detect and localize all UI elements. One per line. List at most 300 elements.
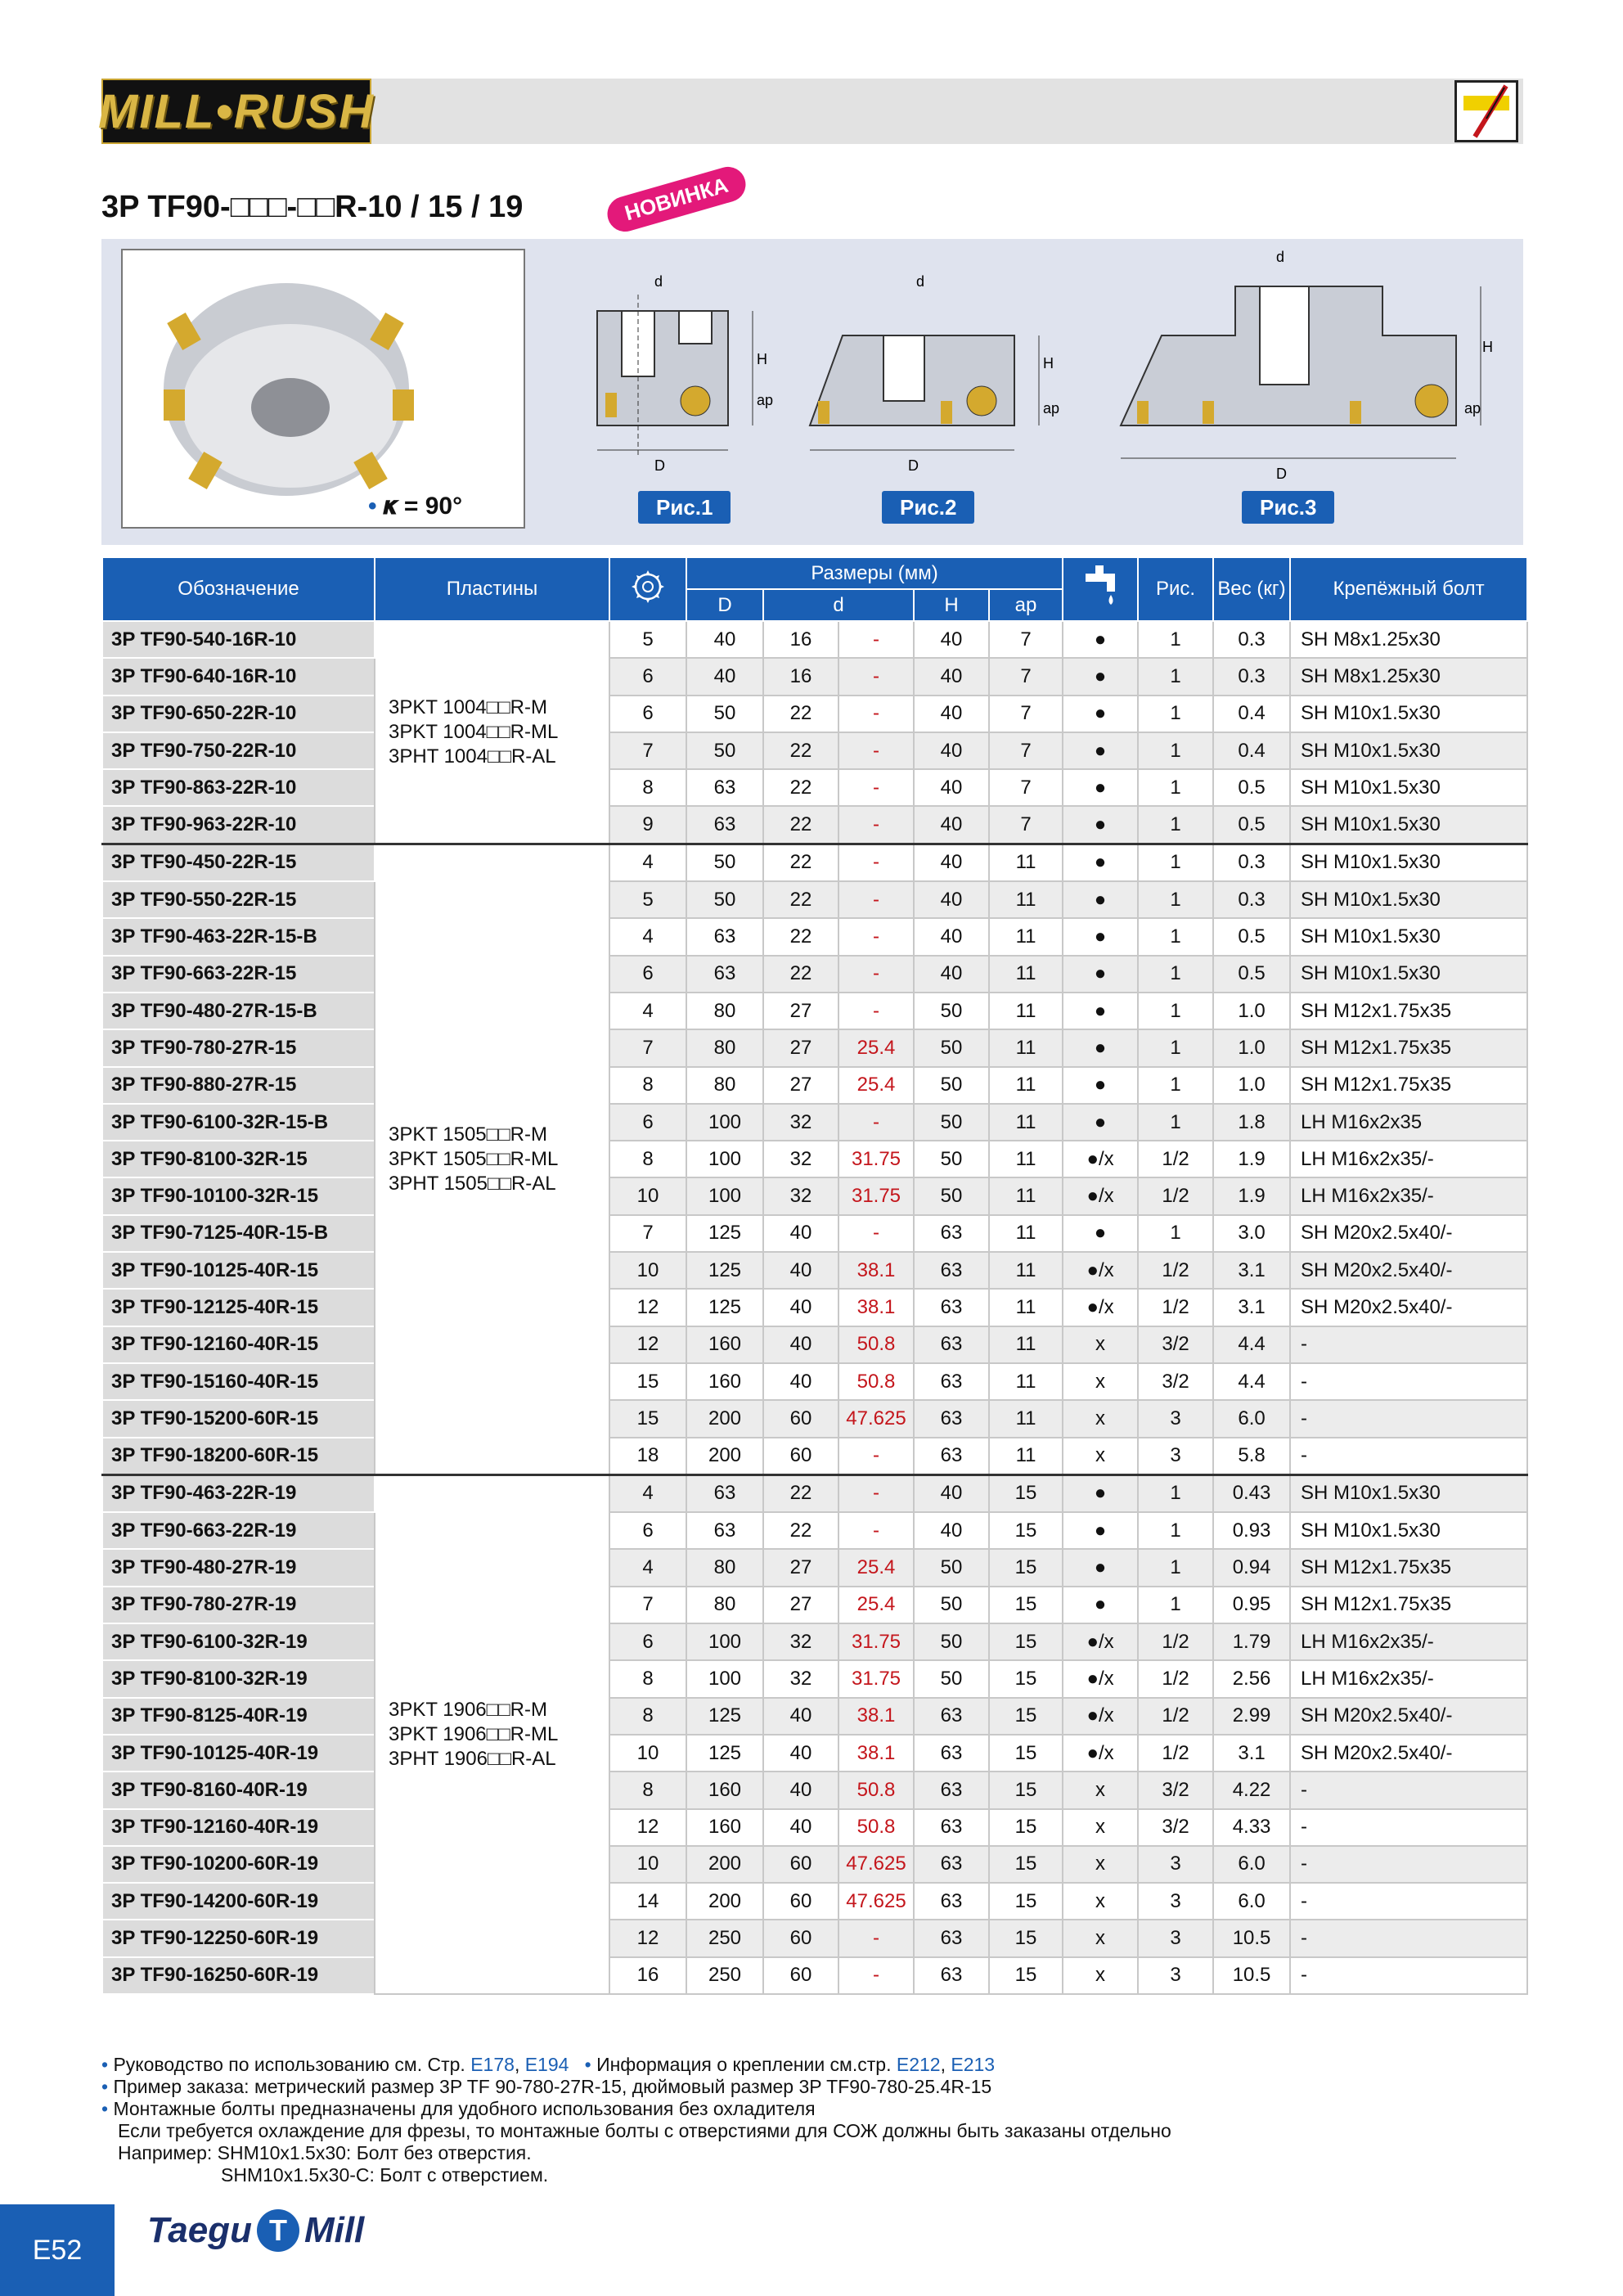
cell-coolant: x: [1063, 1438, 1138, 1475]
cell-D: 40: [686, 658, 763, 695]
cell-D: 160: [686, 1326, 763, 1363]
cell-H: 63: [914, 1252, 989, 1289]
cell-coolant: ●/x: [1063, 1141, 1138, 1177]
cell-d-inch: -: [838, 1438, 914, 1475]
insert-grade: 3PKT 1004□□R-M: [389, 696, 547, 718]
cell-H: 50: [914, 1141, 989, 1177]
cell-code: 3P TF90-863-22R-10: [102, 769, 375, 806]
drawing-fig2: [794, 262, 1072, 475]
cell-d: 40: [763, 1326, 838, 1363]
cell-D: 100: [686, 1104, 763, 1141]
cell-fig: 1: [1138, 881, 1213, 918]
cell-code: 3P TF90-8160-40R-19: [102, 1772, 375, 1808]
insert-grade: 3PKT 1004□□R-ML: [389, 720, 559, 743]
tool-logo-icon: [1454, 80, 1518, 142]
cell-weight: 4.22: [1213, 1772, 1290, 1808]
cell-ap: 15: [989, 1920, 1063, 1956]
table-row: [102, 1809, 1527, 1846]
cell-ap: 11: [989, 881, 1063, 918]
cell-D: 250: [686, 1920, 763, 1956]
cell-d-inch: -: [838, 1957, 914, 1994]
cell-fig: 1: [1138, 1549, 1213, 1586]
teeth-count-header: [609, 557, 686, 621]
cell-teeth: 10: [609, 1177, 686, 1214]
cell-D: 125: [686, 1289, 763, 1326]
cell-code: 3P TF90-15200-60R-15: [102, 1400, 375, 1437]
cell-coolant: x: [1063, 1326, 1138, 1363]
cell-ap: 15: [989, 1772, 1063, 1808]
cell-fig: 3/2: [1138, 1772, 1213, 1808]
header-d: d: [763, 589, 914, 621]
cell-inserts: [375, 621, 609, 844]
cell-ap: 11: [989, 1215, 1063, 1252]
cell-bolt: SH M20x2.5x40/-: [1290, 1215, 1527, 1252]
cell-H: 50: [914, 1623, 989, 1660]
link-e213[interactable]: E213: [951, 2054, 996, 2075]
cell-fig: 1: [1138, 1104, 1213, 1141]
cell-coolant: x: [1063, 1957, 1138, 1994]
table-row: [102, 1698, 1527, 1735]
cell-code: 3P TF90-640-16R-10: [102, 658, 375, 695]
header-weight: Вес (кг): [1213, 557, 1290, 621]
cell-bolt: SH M20x2.5x40/-: [1290, 1698, 1527, 1735]
cell-d-inch: 38.1: [838, 1698, 914, 1735]
cell-coolant: x: [1063, 1809, 1138, 1846]
cell-code: 3P TF90-12250-60R-19: [102, 1920, 375, 1956]
cell-code: 3P TF90-663-22R-15: [102, 956, 375, 993]
spec-table: [101, 556, 1528, 1995]
cell-code: 3P TF90-480-27R-19: [102, 1549, 375, 1586]
cell-teeth: 8: [609, 769, 686, 806]
cell-d-inch: 31.75: [838, 1141, 914, 1177]
cell-d-inch: 50.8: [838, 1363, 914, 1400]
cell-teeth: 8: [609, 1067, 686, 1104]
cell-d-inch: 38.1: [838, 1735, 914, 1772]
cell-weight: 1.0: [1213, 1067, 1290, 1104]
cell-H: 63: [914, 1289, 989, 1326]
cell-d-inch: 25.4: [838, 1549, 914, 1586]
cell-weight: 0.5: [1213, 918, 1290, 955]
table-row: [102, 1735, 1527, 1772]
cell-fig: 1: [1138, 918, 1213, 955]
cell-ap: 11: [989, 1141, 1063, 1177]
cell-coolant: ●: [1063, 844, 1138, 881]
cell-fig: 1: [1138, 696, 1213, 732]
cell-D: 63: [686, 1512, 763, 1549]
cell-teeth: 7: [609, 1029, 686, 1066]
cell-coolant: ●: [1063, 732, 1138, 769]
cell-bolt: SH M12x1.75x35: [1290, 1587, 1527, 1623]
table-row: [102, 1438, 1527, 1475]
cell-code: 3P TF90-7125-40R-15-B: [102, 1215, 375, 1252]
cell-d: 32: [763, 1660, 838, 1697]
dim-d-label: d: [654, 273, 663, 290]
kappa-angle-label: • 𝜿 = 90°: [368, 493, 463, 520]
cell-ap: 11: [989, 993, 1063, 1029]
cell-teeth: 12: [609, 1326, 686, 1363]
cell-teeth: 8: [609, 1141, 686, 1177]
cell-teeth: 4: [609, 918, 686, 955]
cell-d: 60: [763, 1438, 838, 1475]
cell-H: 63: [914, 1920, 989, 1956]
insert-grade: 3PKT 1906□□R-M: [389, 1698, 547, 1721]
cell-ap: 11: [989, 1400, 1063, 1437]
cell-bolt: -: [1290, 1957, 1527, 1994]
cell-fig: 1/2: [1138, 1289, 1213, 1326]
cell-D: 50: [686, 696, 763, 732]
cell-d: 27: [763, 1029, 838, 1066]
cell-ap: 11: [989, 1067, 1063, 1104]
cell-D: 160: [686, 1772, 763, 1808]
cell-coolant: x: [1063, 1400, 1138, 1437]
cell-code: 3P TF90-963-22R-10: [102, 806, 375, 844]
cell-coolant: ●: [1063, 1587, 1138, 1623]
cell-code: 3P TF90-10125-40R-15: [102, 1252, 375, 1289]
cell-code: 3P TF90-463-22R-15-B: [102, 918, 375, 955]
table-row: [102, 1400, 1527, 1437]
cell-coolant: ●/x: [1063, 1252, 1138, 1289]
cell-H: 63: [914, 1772, 989, 1808]
cell-bolt: -: [1290, 1772, 1527, 1808]
cell-weight: 0.43: [1213, 1474, 1290, 1512]
spec-table-body: [102, 621, 1527, 1994]
cell-H: 63: [914, 1735, 989, 1772]
cell-coolant: ●: [1063, 993, 1138, 1029]
cell-coolant: ●: [1063, 1067, 1138, 1104]
cell-fig: 1/2: [1138, 1177, 1213, 1214]
table-row: [102, 1623, 1527, 1660]
cell-H: 40: [914, 1474, 989, 1512]
table-row: [102, 1029, 1527, 1066]
cell-ap: 15: [989, 1512, 1063, 1549]
cell-H: 63: [914, 1363, 989, 1400]
cell-coolant: x: [1063, 1846, 1138, 1883]
notes-block: [101, 2054, 1171, 2186]
cell-bolt: SH M10x1.5x30: [1290, 956, 1527, 993]
cell-code: 3P TF90-10100-32R-15: [102, 1177, 375, 1214]
link-e178[interactable]: E178: [470, 2054, 515, 2075]
cell-D: 125: [686, 1252, 763, 1289]
header-fig: Рис.: [1138, 557, 1213, 621]
drawing-fig3: [1113, 245, 1497, 483]
cell-bolt: SH M10x1.5x30: [1290, 1474, 1527, 1512]
cell-coolant: ●: [1063, 1512, 1138, 1549]
cell-d-inch: -: [838, 918, 914, 955]
cell-fig: 1/2: [1138, 1141, 1213, 1177]
cell-teeth: 10: [609, 1252, 686, 1289]
cell-teeth: 6: [609, 956, 686, 993]
cell-bolt: -: [1290, 1438, 1527, 1475]
cell-d-inch: -: [838, 769, 914, 806]
cell-d: 27: [763, 1587, 838, 1623]
cell-H: 50: [914, 1177, 989, 1214]
cell-teeth: 15: [609, 1363, 686, 1400]
cell-d: 27: [763, 1067, 838, 1104]
cell-d-inch: 31.75: [838, 1177, 914, 1214]
coolant-header: [1063, 557, 1138, 621]
cell-d: 22: [763, 956, 838, 993]
header-H: H: [914, 589, 989, 621]
cell-ap: 15: [989, 1474, 1063, 1512]
cell-ap: 15: [989, 1735, 1063, 1772]
cell-weight: 1.0: [1213, 1029, 1290, 1066]
cell-weight: 1.8: [1213, 1104, 1290, 1141]
cell-fig: 3: [1138, 1400, 1213, 1437]
cell-d-inch: -: [838, 844, 914, 881]
cell-bolt: SH M10x1.5x30: [1290, 732, 1527, 769]
cell-H: 40: [914, 881, 989, 918]
cell-bolt: LH M16x2x35/-: [1290, 1177, 1527, 1214]
cell-fig: 1: [1138, 1587, 1213, 1623]
cell-bolt: SH M8x1.25x30: [1290, 658, 1527, 695]
cell-ap: 11: [989, 1177, 1063, 1214]
cell-teeth: 6: [609, 1104, 686, 1141]
cell-d: 32: [763, 1104, 838, 1141]
cell-H: 40: [914, 696, 989, 732]
table-row: [102, 956, 1527, 993]
cell-fig: 3/2: [1138, 1363, 1213, 1400]
cell-d-inch: 38.1: [838, 1289, 914, 1326]
cell-fig: 1: [1138, 658, 1213, 695]
cell-D: 80: [686, 1067, 763, 1104]
cell-d: 16: [763, 621, 838, 658]
dim-d-label: d: [916, 273, 925, 290]
table-row: [102, 1957, 1527, 1994]
cell-fig: 1: [1138, 1029, 1213, 1066]
cell-d: 22: [763, 769, 838, 806]
cell-teeth: 7: [609, 1215, 686, 1252]
cell-H: 63: [914, 1883, 989, 1920]
cell-H: 40: [914, 844, 989, 881]
cell-ap: 15: [989, 1549, 1063, 1586]
cell-H: 50: [914, 1104, 989, 1141]
cell-bolt: SH M20x2.5x40/-: [1290, 1289, 1527, 1326]
cell-coolant: ●: [1063, 621, 1138, 658]
cell-d-inch: -: [838, 806, 914, 844]
cell-D: 63: [686, 956, 763, 993]
cell-code: 3P TF90-8100-32R-15: [102, 1141, 375, 1177]
cell-d: 40: [763, 1698, 838, 1735]
cell-d: 40: [763, 1735, 838, 1772]
cell-D: 200: [686, 1438, 763, 1475]
cell-code: 3P TF90-463-22R-19: [102, 1474, 375, 1512]
cell-bolt: -: [1290, 1883, 1527, 1920]
cell-D: 80: [686, 993, 763, 1029]
header-dimensions: Размеры (мм): [686, 557, 1063, 589]
note-order-example: • Пример заказа: метрический размер 3P TF 90-780-27R-15, дюймовый размер 3P TF90-780-25.4R-15: [101, 2076, 992, 2097]
cell-bolt: SH M10x1.5x30: [1290, 1512, 1527, 1549]
cell-fig: 3: [1138, 1846, 1213, 1883]
cell-H: 50: [914, 993, 989, 1029]
cell-bolt: -: [1290, 1920, 1527, 1956]
table-row: [102, 1252, 1527, 1289]
cell-H: 50: [914, 1029, 989, 1066]
cell-code: 3P TF90-6100-32R-15-B: [102, 1104, 375, 1141]
cell-D: 125: [686, 1735, 763, 1772]
cell-D: 80: [686, 1549, 763, 1586]
cell-d-inch: 50.8: [838, 1326, 914, 1363]
cell-D: 100: [686, 1660, 763, 1697]
cell-D: 125: [686, 1215, 763, 1252]
note-example-1: Например: SHM10x1.5x30: Болт без отверстия.: [118, 2142, 532, 2163]
cell-H: 50: [914, 1587, 989, 1623]
cell-ap: 11: [989, 1029, 1063, 1066]
cell-bolt: -: [1290, 1809, 1527, 1846]
cell-d-inch: -: [838, 621, 914, 658]
cell-d: 60: [763, 1957, 838, 1994]
cell-teeth: 4: [609, 1474, 686, 1512]
cell-D: 100: [686, 1177, 763, 1214]
cell-fig: 1: [1138, 956, 1213, 993]
cell-d-inch: 47.625: [838, 1846, 914, 1883]
mill-rush-logo: MILL•RUSH: [101, 79, 371, 144]
cell-d: 60: [763, 1400, 838, 1437]
insert-grade: 3PHT 1906□□R-AL: [389, 1747, 556, 1770]
cell-ap: 15: [989, 1698, 1063, 1735]
table-row: [102, 1363, 1527, 1400]
cell-teeth: 8: [609, 1698, 686, 1735]
cell-weight: 1.79: [1213, 1623, 1290, 1660]
page-title: 3P TF90-□□□-□□R-10 / 15 / 19: [101, 190, 524, 224]
cell-coolant: ●: [1063, 769, 1138, 806]
cell-fig: 1/2: [1138, 1252, 1213, 1289]
cell-coolant: ●: [1063, 658, 1138, 695]
cell-D: 50: [686, 732, 763, 769]
link-e194[interactable]: E194: [524, 2054, 569, 2075]
cell-H: 40: [914, 918, 989, 955]
note-mounting-bolts: • Монтажные болты предназначены для удобного использования без охладителя: [101, 2098, 816, 2119]
drawing-fig1: [573, 262, 818, 475]
note-coolant: Если требуется охлаждение для фрезы, то монтажные болты с отверстиями для СОЖ должны быть заказаны отдельно: [118, 2120, 1171, 2141]
cell-teeth: 10: [609, 1735, 686, 1772]
cell-ap: 7: [989, 621, 1063, 658]
table-row: [102, 806, 1527, 844]
table-row: [102, 1772, 1527, 1808]
cell-bolt: -: [1290, 1400, 1527, 1437]
cell-d: 40: [763, 1289, 838, 1326]
cell-D: 63: [686, 806, 763, 844]
cell-code: 3P TF90-8100-32R-19: [102, 1660, 375, 1697]
cell-bolt: SH M10x1.5x30: [1290, 806, 1527, 844]
cell-weight: 4.4: [1213, 1363, 1290, 1400]
cell-fig: 1: [1138, 1067, 1213, 1104]
cell-H: 40: [914, 956, 989, 993]
cell-coolant: x: [1063, 1883, 1138, 1920]
cell-d-inch: -: [838, 1474, 914, 1512]
cell-weight: 5.8: [1213, 1438, 1290, 1475]
cell-coolant: ●: [1063, 806, 1138, 844]
cell-weight: 1.9: [1213, 1141, 1290, 1177]
cell-d: 32: [763, 1177, 838, 1214]
cell-coolant: ●: [1063, 918, 1138, 955]
cell-fig: 1: [1138, 1474, 1213, 1512]
cell-weight: 6.0: [1213, 1400, 1290, 1437]
cell-coolant: ●: [1063, 1215, 1138, 1252]
cell-weight: 3.1: [1213, 1252, 1290, 1289]
cell-code: 3P TF90-12160-40R-19: [102, 1809, 375, 1846]
cell-ap: 15: [989, 1846, 1063, 1883]
cell-code: 3P TF90-18200-60R-15: [102, 1438, 375, 1475]
table-row: [102, 696, 1527, 732]
cell-weight: 2.56: [1213, 1660, 1290, 1697]
cell-bolt: SH M20x2.5x40/-: [1290, 1735, 1527, 1772]
cell-ap: 7: [989, 806, 1063, 844]
cell-H: 63: [914, 1326, 989, 1363]
cell-code: 3P TF90-6100-32R-19: [102, 1623, 375, 1660]
cell-fig: 3: [1138, 1957, 1213, 1994]
cell-d-inch: -: [838, 1920, 914, 1956]
dim-D-label: D: [654, 457, 665, 474]
cell-d-inch: -: [838, 1215, 914, 1252]
cell-weight: 0.5: [1213, 806, 1290, 844]
cell-bolt: SH M10x1.5x30: [1290, 881, 1527, 918]
dim-d-label: d: [1276, 249, 1285, 265]
cell-ap: 11: [989, 918, 1063, 955]
cell-teeth: 10: [609, 1846, 686, 1883]
cell-H: 40: [914, 769, 989, 806]
cell-D: 80: [686, 1029, 763, 1066]
cell-d-inch: 25.4: [838, 1067, 914, 1104]
cell-D: 40: [686, 621, 763, 658]
dim-D-label: D: [908, 457, 919, 474]
header-D: D: [686, 589, 763, 621]
cell-fig: 3: [1138, 1438, 1213, 1475]
cell-d: 32: [763, 1141, 838, 1177]
insert-grade: 3PKT 1906□□R-ML: [389, 1722, 559, 1745]
table-row: [102, 621, 1527, 658]
cell-weight: 6.0: [1213, 1883, 1290, 1920]
table-row: [102, 1549, 1527, 1586]
cell-teeth: 8: [609, 1660, 686, 1697]
cell-teeth: 6: [609, 1512, 686, 1549]
cell-fig: 1: [1138, 1215, 1213, 1252]
cell-coolant: x: [1063, 1920, 1138, 1956]
product-photo: [121, 249, 525, 529]
cell-coolant: ●: [1063, 1029, 1138, 1066]
link-e212[interactable]: E212: [896, 2054, 941, 2075]
cell-code: 3P TF90-663-22R-19: [102, 1512, 375, 1549]
cell-d: 40: [763, 1772, 838, 1808]
cell-H: 50: [914, 1549, 989, 1586]
cell-ap: 15: [989, 1883, 1063, 1920]
cell-D: 200: [686, 1846, 763, 1883]
cell-D: 250: [686, 1957, 763, 1994]
cell-d-inch: 25.4: [838, 1029, 914, 1066]
cell-d-inch: -: [838, 1512, 914, 1549]
table-row: [102, 1587, 1527, 1623]
cell-fig: 3/2: [1138, 1326, 1213, 1363]
cell-teeth: 8: [609, 1772, 686, 1808]
cell-code: 3P TF90-480-27R-15-B: [102, 993, 375, 1029]
cell-ap: 7: [989, 769, 1063, 806]
cell-teeth: 4: [609, 1549, 686, 1586]
cell-ap: 15: [989, 1809, 1063, 1846]
cell-weight: 1.0: [1213, 993, 1290, 1029]
cell-code: 3P TF90-10200-60R-19: [102, 1846, 375, 1883]
insert-grade: 3PHT 1505□□R-AL: [389, 1172, 556, 1195]
cell-weight: 10.5: [1213, 1920, 1290, 1956]
cell-weight: 6.0: [1213, 1846, 1290, 1883]
cell-d-inch: 38.1: [838, 1252, 914, 1289]
cell-weight: 0.3: [1213, 621, 1290, 658]
cell-H: 63: [914, 1698, 989, 1735]
cell-code: 3P TF90-550-22R-15: [102, 881, 375, 918]
cell-d: 16: [763, 658, 838, 695]
cell-code: 3P TF90-8125-40R-19: [102, 1698, 375, 1735]
cell-d: 22: [763, 844, 838, 881]
cell-ap: 11: [989, 1438, 1063, 1475]
cell-teeth: 16: [609, 1957, 686, 1994]
